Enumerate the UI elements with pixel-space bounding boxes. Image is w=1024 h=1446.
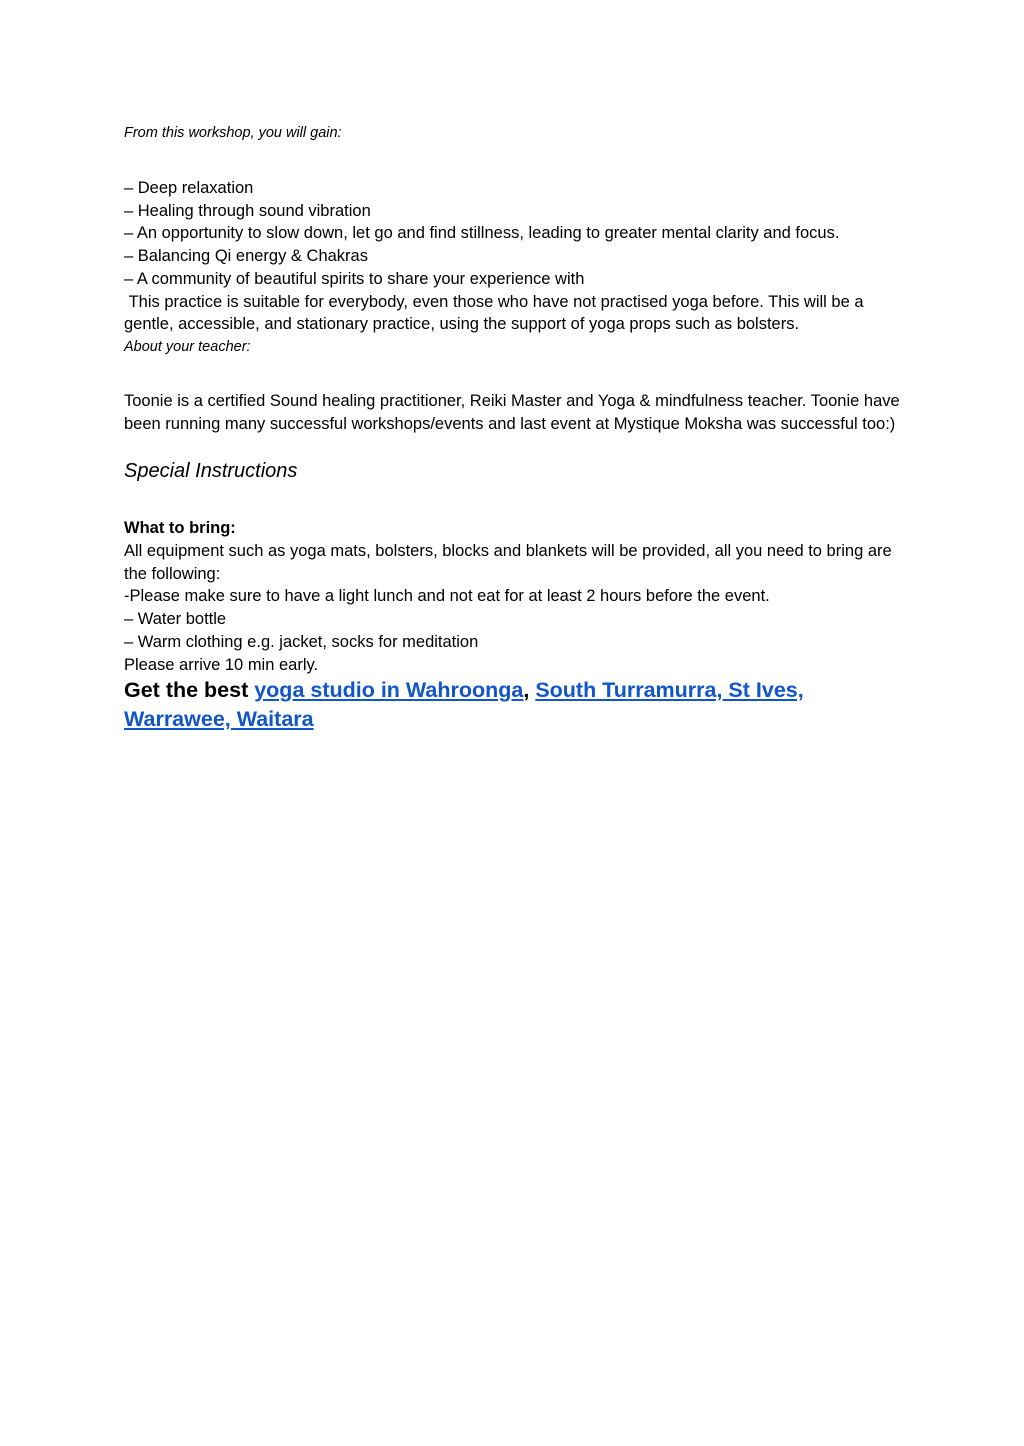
list-item: – An opportunity to slow down, let go and find stillness, leading to greater mental clarity and focus.	[124, 224, 840, 243]
list-item: – Balancing Qi energy & Chakras	[124, 247, 368, 266]
list-item: – Warm clothing e.g. jacket, socks for meditation	[124, 632, 479, 651]
footer-separator: ,	[523, 678, 536, 702]
what-to-bring-label: What to bring:	[124, 519, 236, 537]
list-item: – Healing through sound vibration	[124, 201, 371, 220]
special-instructions-heading: Special Instructions	[124, 460, 298, 482]
teacher-bio: Toonie is a certified Sound healing practitioner, Reiki Master and Yoga & mindfulness teacher. Toonie have been running many successful workshops/events and last event at Mystique Moksha was successful too:)	[124, 392, 900, 433]
suitability-paragraph: This practice is suitable for everybody, even those who have not practised yoga before. This will be a gentle, accessible, and stationary practice, using the support of yoga props such as bolsters.	[124, 292, 869, 334]
arrive-note: Please arrive 10 min early.	[124, 655, 319, 674]
footer-prefix: Get the best	[124, 678, 255, 702]
benefits-list	[124, 177, 914, 336]
list-item: – Water bottle	[124, 610, 227, 629]
list-item: -Please make sure to have a light lunch and not eat for at least 2 hours before the event.	[124, 587, 770, 606]
footer-promo	[124, 676, 904, 734]
workshop-gains-heading: From this workshop, you will gain:	[124, 125, 342, 141]
bring-list	[124, 540, 914, 676]
list-item: – Deep relaxation	[124, 179, 254, 197]
bring-intro: All equipment such as yoga mats, bolsters, blocks and blankets will be provided, all you need to bring are the following:	[124, 542, 897, 583]
teacher-heading: About your teacher:	[124, 339, 251, 355]
list-item: – A community of beautiful spirits to share your experience with	[124, 269, 585, 288]
yoga-studio-link[interactable]: yoga studio in Wahroonga	[254, 678, 524, 702]
locations-link[interactable]: South Turramurra, St Ives, Warrawee, Waitara	[124, 678, 804, 731]
